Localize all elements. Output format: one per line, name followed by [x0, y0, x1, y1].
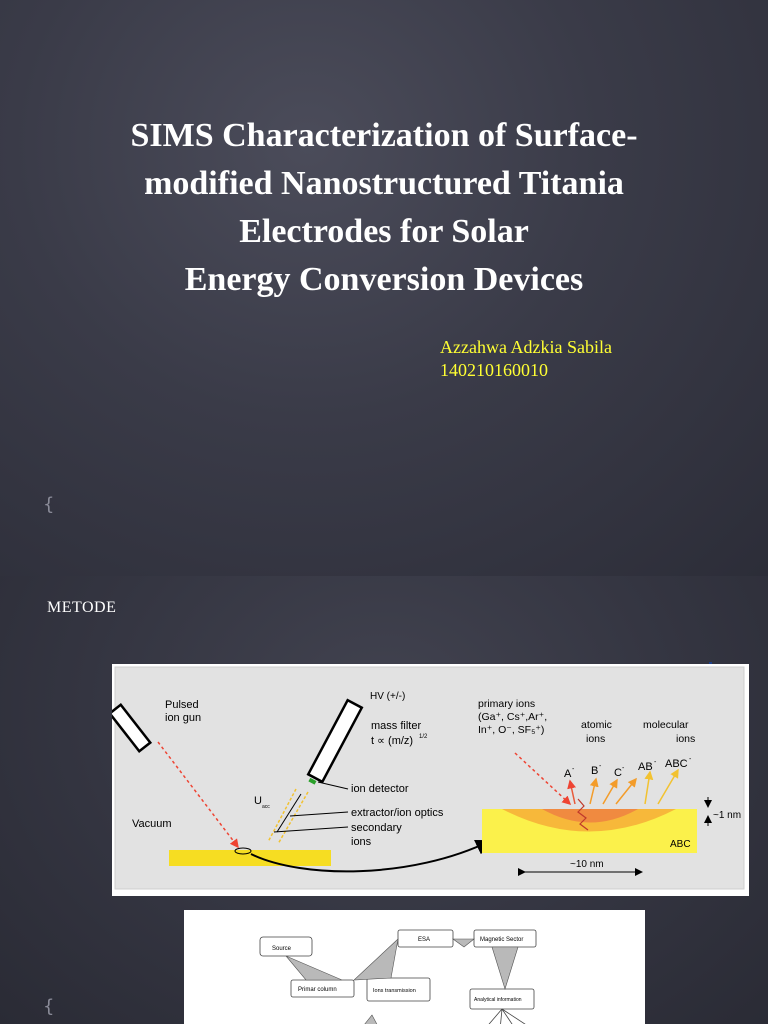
mass-formula-exponent: 1/2: [419, 734, 428, 740]
flow-connector: [286, 956, 342, 980]
atomic-ions-label: ions: [586, 733, 606, 745]
method-slide: [0, 576, 768, 1024]
sample-abc-label: ABC: [670, 839, 691, 850]
flow-box-esa: ESA: [418, 937, 431, 943]
author-name: Azzahwa Adzkia Sabila: [440, 337, 612, 357]
author-block: [440, 336, 612, 382]
flow-box-ions-transmission: Ions transmission: [373, 988, 416, 994]
ion-a-label: A: [564, 768, 572, 780]
title-line: SIMS Characterization of Surface-: [130, 117, 638, 154]
flow-box-primary-column: Primar column: [298, 987, 337, 993]
flow-box-magnetic-sector: Magnetic Sector: [480, 937, 524, 943]
molecular-ions-label: ions: [676, 733, 696, 745]
ion-charge: -: [622, 765, 625, 772]
bracket-decoration: {: [43, 996, 55, 1017]
flow-connector: [354, 939, 398, 980]
vacuum-label: Vacuum: [132, 818, 172, 830]
primary-ions-label: (Ga⁺, Cs⁺,Ar⁺,: [478, 711, 548, 723]
ion-gun-label: ion gun: [165, 712, 202, 724]
sims-schematic: [112, 664, 749, 896]
secondary-label: secondary: [351, 822, 402, 834]
ion-charge: -: [654, 759, 657, 766]
primary-ions-label: In⁺, O⁻, SF₅⁺): [478, 724, 545, 736]
primary-ions-label: primary ions: [478, 698, 536, 710]
flow-box-analytical-information: Analytical information: [474, 997, 522, 1003]
bracket-decoration: {: [43, 494, 55, 515]
uacc-label: U: [254, 795, 262, 807]
flow-connector: [492, 947, 518, 989]
hv-label: HV (+/-): [370, 691, 406, 702]
ion-c-label: C: [614, 767, 622, 779]
author-student-id: 140210160010: [440, 360, 548, 380]
ion-b-label: B: [591, 765, 599, 777]
ion-charge: -: [689, 756, 692, 763]
molecular-ions-label: molecular: [643, 719, 689, 731]
title-line: modified Nanostructured Titania: [144, 165, 624, 202]
title-line: Energy Conversion Devices: [184, 261, 584, 298]
flow-box-source: Source: [272, 946, 292, 952]
title-line: Electrodes for Solar: [239, 213, 529, 250]
sims-flowchart-figure: [184, 910, 645, 1024]
pulsed-label: Pulsed: [165, 699, 199, 711]
ion-charge: -: [572, 766, 575, 773]
atomic-ions-label: atomic: [581, 719, 612, 731]
ion-detector-label: ion detector: [351, 783, 409, 795]
flow-connector: [453, 939, 474, 947]
ion-charge: -: [599, 763, 602, 770]
presentation-title: [40, 112, 728, 304]
secondary-label: ions: [351, 836, 372, 848]
flow-connector: [360, 1015, 380, 1024]
sims-flowchart: [184, 910, 645, 1024]
ion-ab-label: AB: [638, 761, 653, 773]
sims-schematic-figure: [112, 664, 749, 896]
mass-formula: t ∝ (m/z): [371, 735, 414, 747]
uacc-subscript: acc: [262, 804, 270, 810]
extractor-label: extractor/ion optics: [351, 807, 444, 819]
slide-heading: METODE: [47, 599, 117, 616]
depth-label: ~1 nm: [713, 810, 742, 821]
mass-filter-label: mass filter: [371, 720, 422, 732]
ion-abc-label: ABC: [665, 758, 688, 770]
width-label: ~10 nm: [570, 859, 604, 870]
